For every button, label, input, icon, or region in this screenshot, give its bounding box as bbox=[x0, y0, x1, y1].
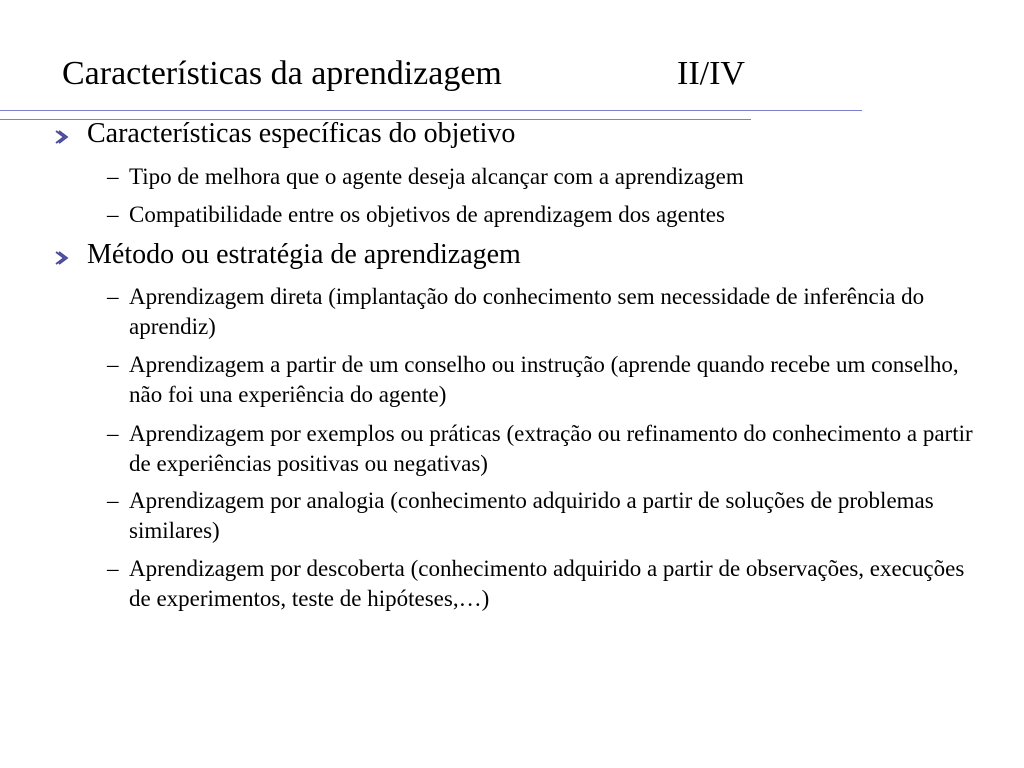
sub-bullet-item bbox=[107, 486, 977, 546]
dash-marker: – bbox=[107, 202, 119, 227]
chevron-right-icon-svg bbox=[52, 249, 70, 267]
page-indicator: II/IV bbox=[677, 55, 745, 92]
dash-marker: – bbox=[107, 164, 119, 189]
sub-bullet-text: Compatibilidade entre os objetivos de aprendizagem dos agentes bbox=[129, 202, 725, 227]
dash-marker: – bbox=[107, 421, 119, 446]
chevron-right-icon bbox=[52, 128, 70, 146]
title-underline-long bbox=[0, 110, 862, 111]
dash-marker: – bbox=[107, 284, 119, 309]
bullet-item: Método ou estratégia de aprendizagem bbox=[87, 239, 521, 270]
bullet-item: Características específicas do objetivo bbox=[87, 118, 516, 149]
sub-bullet-text: Aprendizagem por exemplos ou práticas (extração ou refinamento do conhecimento a partir de experiências positivas ou negativas) bbox=[129, 421, 973, 476]
title-text: Características da aprendizagem bbox=[62, 55, 502, 92]
sub-bullet-text: Tipo de melhora que o agente deseja alcançar com a aprendizagem bbox=[129, 164, 744, 189]
sub-bullet-text: Aprendizagem a partir de um conselho ou instrução (aprende quando recebe um conselho, não foi una experiência do agente) bbox=[129, 352, 959, 407]
dash-marker: – bbox=[107, 488, 119, 513]
sub-bullet-item bbox=[107, 350, 977, 410]
slide-title bbox=[62, 54, 745, 94]
sub-bullet-text: Aprendizagem por analogia (conhecimento adquirido a partir de soluções de problemas similares) bbox=[129, 488, 934, 543]
sub-bullet-item bbox=[107, 200, 977, 230]
dash-marker: – bbox=[107, 352, 119, 377]
chevron-right-icon bbox=[52, 249, 70, 267]
sub-bullet-text: Aprendizagem direta (implantação do conhecimento sem necessidade de inferência do aprendiz) bbox=[129, 284, 925, 339]
sub-bullet-text: Aprendizagem por descoberta (conhecimento adquirido a partir de observações, execuções de experimentos, teste de hipóteses,…) bbox=[129, 556, 965, 611]
dash-marker: – bbox=[107, 556, 119, 581]
sub-bullet-item bbox=[107, 162, 977, 192]
sub-bullet-item bbox=[107, 554, 977, 614]
sub-bullet-item bbox=[107, 282, 977, 342]
chevron-right-icon-svg bbox=[52, 128, 70, 146]
sub-bullet-item bbox=[107, 419, 977, 479]
